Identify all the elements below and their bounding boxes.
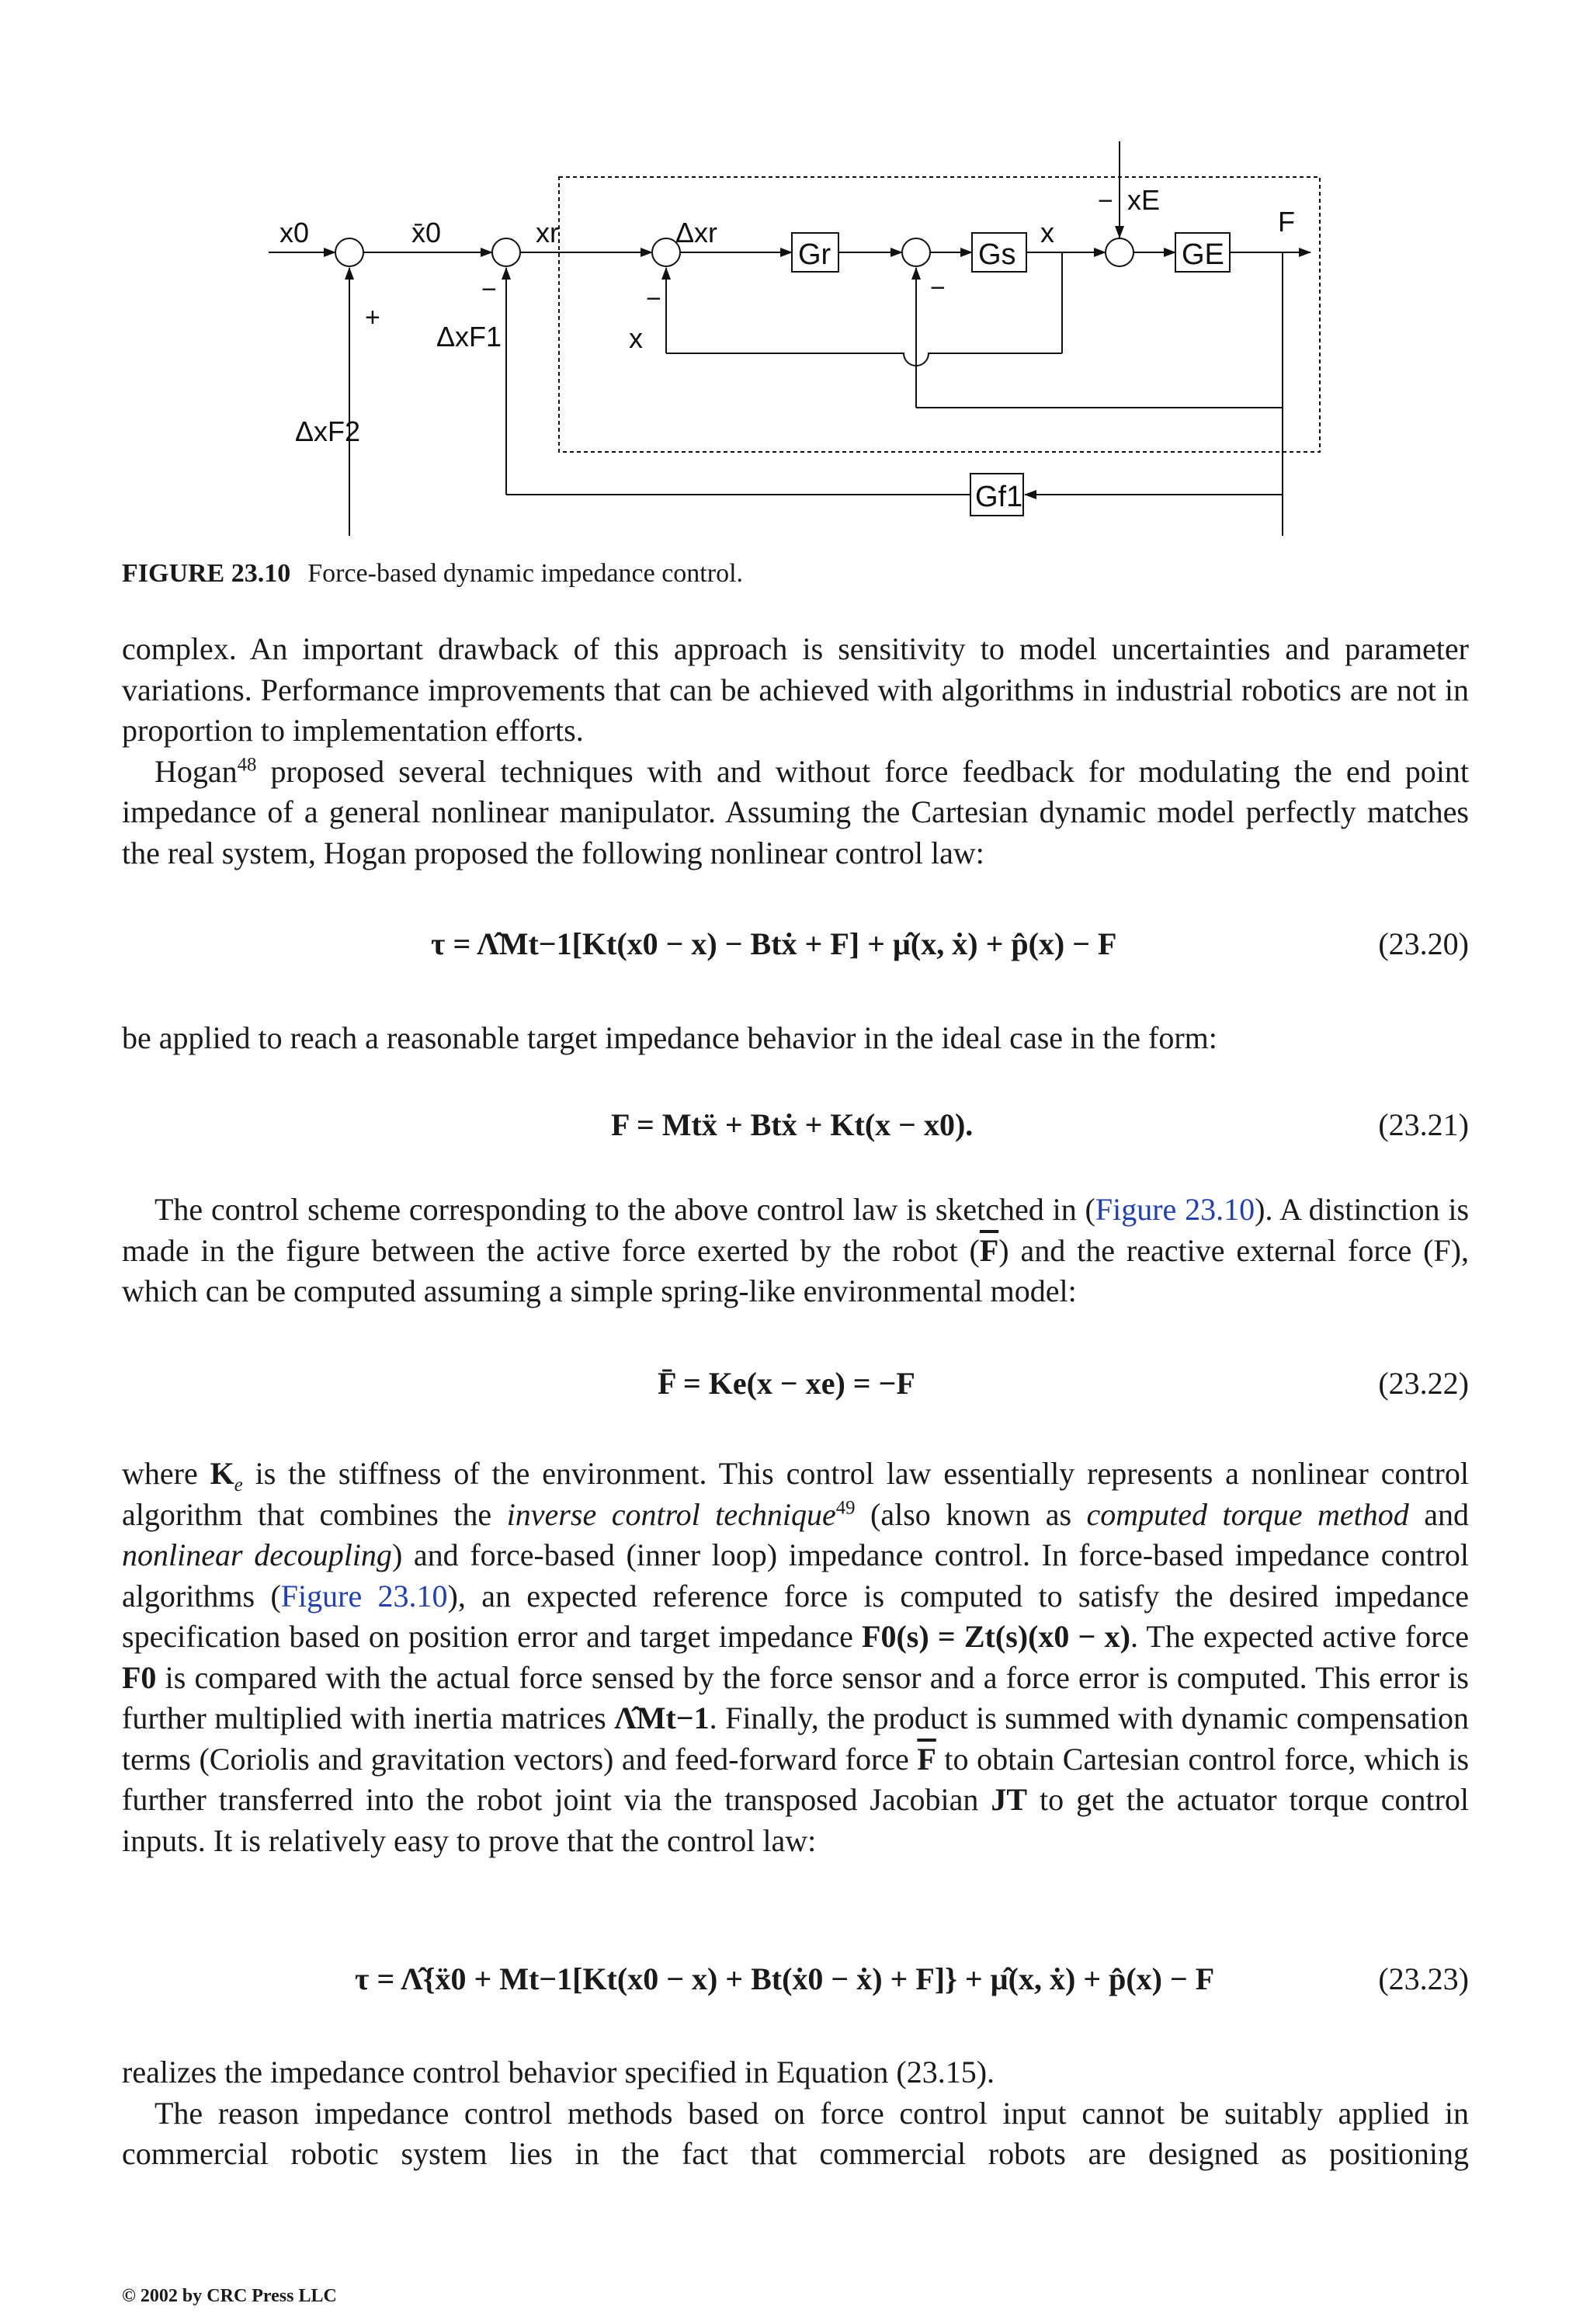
computed-torque-method: computed torque method (1086, 1496, 1409, 1532)
label-force: F (1278, 206, 1295, 238)
paragraph-5-e: ) and force-based (inner loop) impedance control. In force-based impedance control algorithms ( (122, 1537, 1469, 1614)
paragraph-5-c: (also known as (855, 1496, 1087, 1532)
jacobian-transpose-symbol: JT (991, 1782, 1028, 1817)
inline-equation-f0: F0(s) = Zt(s)(x0 − x) (862, 1619, 1130, 1654)
stiffness-symbol: K (210, 1456, 234, 1491)
equation-23-22-number: (23.22) (1378, 1366, 1469, 1401)
equation-23-21-expr: F = Mtẍ + Btẋ + Kt(x − x0). (611, 1107, 974, 1142)
paragraph-7: The reason impedance control methods based on force control input cannot be suitably applied in commercial robotic system lies in the fact that commercial robots are designed as positioning (122, 2095, 1469, 2171)
feed-forward-force-symbol: $\overline{F}$ (917, 1741, 936, 1777)
wire-x-feedback (666, 353, 1062, 366)
copyright-footer: © 2002 by CRC Press LLC (122, 2286, 337, 2306)
figure-caption (122, 559, 743, 589)
label-xr: xr (536, 217, 559, 248)
equation-23-22 (122, 1365, 1469, 1412)
inertia-matrix-symbol: Λ̂Mt−1 (614, 1700, 710, 1735)
equation-23-21 (122, 1106, 1469, 1153)
nonlinear-decoupling: nonlinear decoupling (122, 1537, 392, 1572)
sum-junction-2 (492, 238, 520, 266)
paragraph-5-d: and (1408, 1496, 1469, 1532)
label-x-feedback: x (629, 322, 643, 354)
label-xe: xE (1127, 184, 1161, 216)
paragraph-5-g: . The expected active force (1130, 1619, 1469, 1654)
paragraph-4-a: The control scheme corresponding to the above control law is sketched in ( (154, 1192, 1095, 1227)
paragraph-5-j: to obtain Cartesian control force, which is further transferred into the robot joint via the transposed Jacobian (122, 1741, 1470, 1817)
inverse-control-technique: inverse control technique (506, 1496, 836, 1532)
equation-23-23 (122, 1961, 1469, 2007)
block-label-gr: Gr (798, 238, 831, 271)
equation-23-23-number: (23.23) (1378, 1961, 1469, 1996)
label-x0: x0 (279, 217, 310, 248)
block-diagram (256, 132, 1343, 536)
dashed-boundary (559, 177, 1320, 452)
reference-49: 49 (835, 1497, 856, 1519)
text-block-5 (122, 2052, 1469, 2175)
label-delta-xf1: ΔxF1 (436, 321, 502, 353)
paragraph-5-k: to get the actuator torque control inputs. It is relatively easy to prove that the control law: (122, 1782, 1469, 1858)
block-label-gs: Gs (978, 238, 1016, 271)
sign-minus-3: − (930, 273, 946, 303)
label-delta-xr: Δxr (675, 217, 718, 248)
paragraph-5-i: . Finally, the product is summed with dynamic compensation terms (Coriolis and gravitation vectors) and feed-forward force (122, 1700, 1470, 1777)
label-delta-xf2: ΔxF2 (295, 415, 361, 447)
text-block-3 (122, 1190, 1469, 1312)
text-block-4 (122, 1454, 1469, 1861)
hogan-author: Hogan (154, 753, 238, 789)
paragraph-5 (122, 1454, 1469, 1861)
block-label-ge: GE (1182, 238, 1224, 271)
reference-48: 48 (237, 754, 257, 776)
paragraph-6: realizes the impedance control behavior specified in Equation (23.15). (122, 2055, 995, 2090)
equation-23-20-number: (23.20) (1378, 926, 1469, 961)
equation-23-22-expr: F̄ = Ke(x − xe) = −F (658, 1366, 915, 1401)
paragraph-5-b: is the stiffness of the environment. This control law essentially represents a nonlinear control algorithm that combines the (122, 1456, 1469, 1532)
expected-force-symbol: F0 (122, 1659, 157, 1695)
equation-23-21-number: (23.21) (1378, 1107, 1469, 1142)
block-label-gf1: Gf1 (975, 481, 1023, 513)
label-x0-bar: x̄0 (411, 217, 442, 248)
sign-plus: + (365, 303, 380, 332)
paragraph-2 (122, 752, 1469, 874)
label-x-out: x (1040, 217, 1054, 248)
sign-minus-1: − (481, 275, 497, 304)
paragraph-1: complex. An important drawback of this approach is sensitivity to model uncertainties and parameter variations. Performance improvements that can be achieved with algorithms in industrial robotics are not in proportion to implementation efforts. (122, 631, 1469, 748)
paragraph-5-f: ), an expected reference force is computed to satisfy the desired impedance specification based on position error and target impedance (122, 1578, 1469, 1654)
sum-junction-4 (902, 238, 930, 266)
paragraph-4 (122, 1190, 1469, 1312)
paragraph-4-c: ) and the reactive external force (F), which can be computed assuming a simple spring-like environmental model: (122, 1232, 1469, 1308)
paragraph-3: be applied to reach a reasonable target impedance behavior in the ideal case in the form: (122, 1020, 1217, 1055)
caption-text: Force-based dynamic impedance control. (307, 559, 744, 588)
paragraph-5-a: where (122, 1456, 210, 1491)
figure-23-10-link-2[interactable]: Figure 23.10 (280, 1578, 448, 1614)
sign-minus-2: − (646, 284, 661, 314)
paragraph-2-text: proposed several techniques with and without force feedback for modulating the end point impedance of a general nonlinear manipulator. Assuming the Cartesian dynamic model perfectly matches the real system, Hogan proposed the following nonlinear control law: (122, 753, 1469, 870)
figure-23-10-link-1[interactable]: Figure 23.10 (1095, 1192, 1255, 1227)
text-block-2 (122, 1018, 1469, 1059)
active-force-symbol: $\overline{F}$ (979, 1232, 999, 1268)
equation-23-20 (122, 926, 1469, 972)
equation-23-23-expr: τ = Λ̂{ẍ0 + Mt−1[Kt(x0 − x) + Bt(ẋ0 − ẋ) + F]} + µ̂(x, ẋ) + p̂(x) − F (355, 1961, 1215, 1996)
stiffness-subscript: e (234, 1475, 243, 1495)
sum-junction-1 (335, 238, 363, 266)
caption-label: FIGURE 23.10 (122, 559, 291, 588)
paragraph-5-h: is compared with the actual force sensed by the force sensor and a force error is computed. This error is further multiplied with inertia matrices (122, 1659, 1469, 1735)
sign-minus-4: − (1098, 186, 1113, 216)
text-block-1 (122, 629, 1469, 874)
paragraph-4-b: ). A distinction is made in the figure between the active force exerted by the robot ( (122, 1192, 1470, 1268)
equation-23-20-expr: τ = Λ̂Mt−1[Kt(x0 − x) − Btẋ + F] + µ̂(x, ẋ) + p̂(x) − F (431, 926, 1117, 961)
sum-junction-5 (1106, 238, 1133, 266)
